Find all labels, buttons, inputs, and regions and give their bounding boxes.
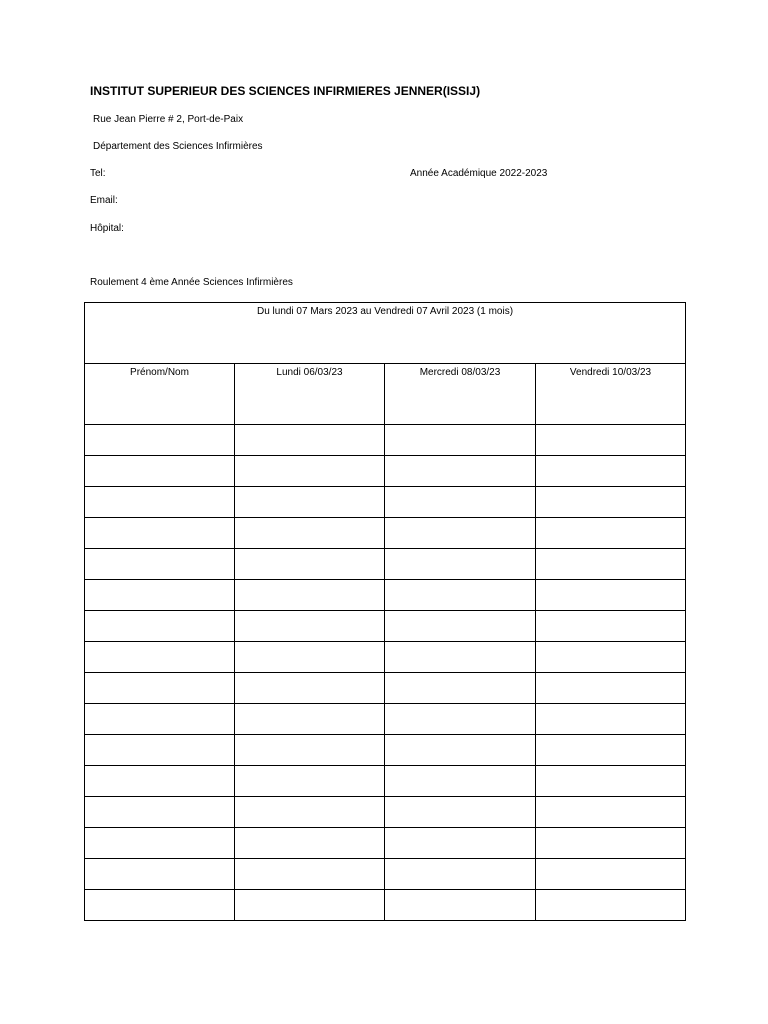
- table-row: [85, 797, 686, 828]
- table-cell: [85, 642, 235, 673]
- table-row: [85, 673, 686, 704]
- table-cell: [385, 673, 536, 704]
- table-row: [85, 828, 686, 859]
- table-cell: [85, 859, 235, 890]
- table-cell: [385, 580, 536, 611]
- table-cell: [85, 518, 235, 549]
- table-cell: [85, 766, 235, 797]
- table-cell: [85, 735, 235, 766]
- table-row: [85, 735, 686, 766]
- table-row: [85, 766, 686, 797]
- table-row: [85, 704, 686, 735]
- column-header: Mercredi 08/03/23: [385, 364, 536, 425]
- tel-label: Tel:: [90, 168, 106, 179]
- table-row: [85, 518, 686, 549]
- email-label: Email:: [90, 195, 118, 206]
- table-cell: [536, 828, 686, 859]
- table-row: [85, 580, 686, 611]
- table-cell: [235, 735, 385, 766]
- table-row: [85, 611, 686, 642]
- table-cell: [385, 890, 536, 921]
- table-row: [85, 549, 686, 580]
- table-cell: [85, 890, 235, 921]
- table-cell: [536, 642, 686, 673]
- table-cell: [536, 487, 686, 518]
- table-cell: [385, 859, 536, 890]
- table-cell: [385, 766, 536, 797]
- period-row: [85, 303, 686, 364]
- table-cell: [536, 859, 686, 890]
- header-row: [85, 364, 686, 425]
- table-row: [85, 425, 686, 456]
- table-cell: [235, 518, 385, 549]
- column-header: Vendredi 10/03/23: [536, 364, 686, 425]
- table-cell: [385, 425, 536, 456]
- table-cell: [385, 704, 536, 735]
- table-cell: [385, 611, 536, 642]
- table-cell: [385, 549, 536, 580]
- table-cell: [235, 611, 385, 642]
- table-cell: [536, 611, 686, 642]
- table-cell: [536, 673, 686, 704]
- period-cell: Du lundi 07 Mars 2023 au Vendredi 07 Avril 2023 (1 mois): [85, 303, 686, 364]
- table-cell: [536, 549, 686, 580]
- table-cell: [85, 425, 235, 456]
- table-cell: [235, 425, 385, 456]
- table-cell: [385, 642, 536, 673]
- table-cell: [385, 487, 536, 518]
- table-cell: [85, 704, 235, 735]
- table-cell: [235, 797, 385, 828]
- table-cell: [536, 456, 686, 487]
- rotation-table: [84, 302, 686, 921]
- table-cell: [235, 580, 385, 611]
- table-cell: [235, 456, 385, 487]
- table-cell: [235, 704, 385, 735]
- table-cell: [536, 766, 686, 797]
- table-cell: [536, 704, 686, 735]
- table-row: [85, 456, 686, 487]
- table-cell: [235, 828, 385, 859]
- table-cell: [85, 580, 235, 611]
- address: Rue Jean Pierre # 2, Port-de-Paix: [93, 114, 244, 125]
- table-cell: [85, 828, 235, 859]
- table-cell: [536, 890, 686, 921]
- column-header: Lundi 06/03/23: [235, 364, 385, 425]
- table-cell: [85, 549, 235, 580]
- table-row: [85, 890, 686, 921]
- table-cell: [85, 487, 235, 518]
- table-row: [85, 487, 686, 518]
- rotation-title: Roulement 4 ème Année Sciences Infirmières: [90, 277, 293, 288]
- table-cell: [536, 425, 686, 456]
- table-row: [85, 859, 686, 890]
- table-cell: [536, 518, 686, 549]
- column-header: Prénom/Nom: [85, 364, 235, 425]
- table-cell: [536, 580, 686, 611]
- academic-year: Année Académique 2022-2023: [410, 168, 548, 179]
- table-cell: [385, 518, 536, 549]
- table-cell: [536, 735, 686, 766]
- department: Département des Sciences Infirmières: [93, 141, 263, 152]
- table-cell: [536, 797, 686, 828]
- table-cell: [85, 673, 235, 704]
- table-cell: [385, 797, 536, 828]
- table-cell: [235, 859, 385, 890]
- table-cell: [85, 611, 235, 642]
- table-cell: [385, 456, 536, 487]
- institution-title: INSTITUT SUPERIEUR DES SCIENCES INFIRMIERES JENNER(ISSIJ): [90, 84, 481, 98]
- table-cell: [85, 797, 235, 828]
- table-cell: [385, 828, 536, 859]
- table-cell: [235, 766, 385, 797]
- table-cell: [235, 549, 385, 580]
- table-cell: [85, 456, 235, 487]
- table-cell: [235, 487, 385, 518]
- table-cell: [385, 735, 536, 766]
- table-cell: [235, 890, 385, 921]
- hospital-label: Hôpital:: [90, 223, 124, 234]
- table-cell: [235, 642, 385, 673]
- table-cell: [235, 673, 385, 704]
- table-row: [85, 642, 686, 673]
